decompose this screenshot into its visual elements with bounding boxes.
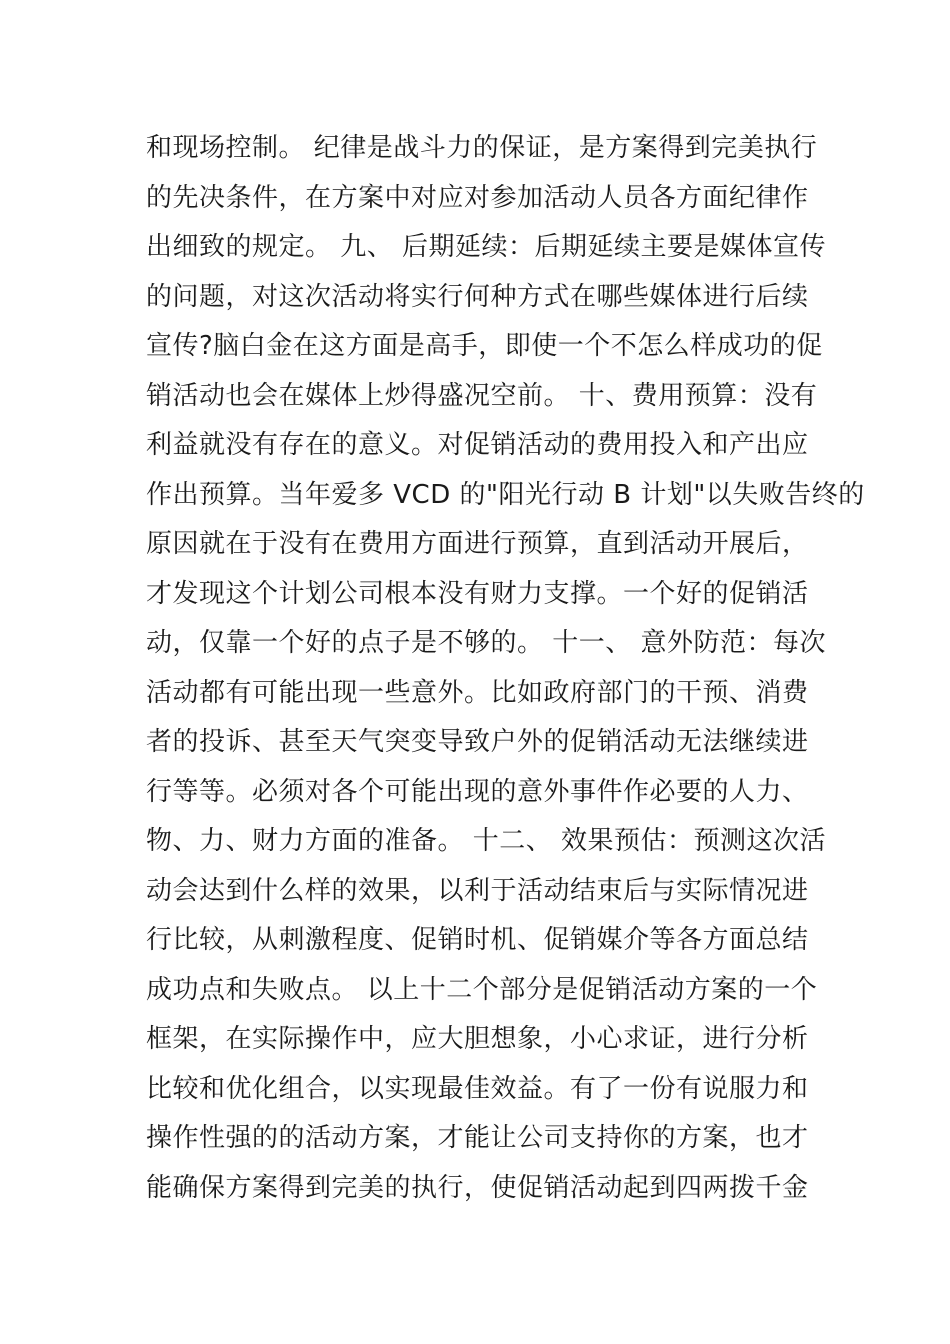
- text-line: 出细致的规定。 九、 后期延续：后期延续主要是媒体宣传: [146, 232, 827, 262]
- text-line: 作出预算。当年爱多 VCD 的"阳光行动 B 计划"以失败告终的: [146, 479, 865, 510]
- text-line: 比较和优化组合，以实现最佳效益。有了一份有说服力和: [146, 1073, 809, 1104]
- text-line: 者的投诉、甚至天气突变导致户外的促销活动无法继续进: [146, 727, 809, 757]
- text-line: 销活动也会在媒体上炒得盛况空前。 十、费用预算：没有: [146, 380, 818, 411]
- body-text: [146, 124, 865, 1213]
- text-line: 物、力、财力方面的准备。 十二、 效果预估：预测这次活: [146, 826, 827, 856]
- text-line: 行等等。必须对各个可能出现的意外事件作必要的人力、: [146, 776, 809, 807]
- text-line: 操作性强的的活动方案，才能让公司支持你的方案，也才: [146, 1123, 809, 1153]
- text-line: 框架，在实际操作中，应大胆想象，小心求证，进行分析: [146, 1024, 809, 1054]
- text-line: 的先决条件，在方案中对应对参加活动人员各方面纪律作: [146, 182, 809, 213]
- text-line: 原因就在于没有在费用方面进行预算，直到活动开展后，: [146, 529, 809, 559]
- text-line: 的问题，对这次活动将实行何种方式在哪些媒体进行后续: [146, 281, 809, 312]
- text-line: 宣传?脑白金在这方面是高手，即使一个不怎么样成功的促: [146, 331, 823, 361]
- text-line: 才发现这个计划公司根本没有财力支撑。一个好的促销活: [146, 578, 809, 609]
- text-line: 动，仅靠一个好的点子是不够的。 十一、 意外防范：每次: [146, 628, 827, 658]
- text-line: 行比较，从刺激程度、促销时机、促销媒介等各方面总结: [146, 925, 809, 955]
- text-line: 和现场控制。 纪律是战斗力的保证，是方案得到完美执行: [146, 133, 818, 163]
- text-line: 成功点和失败点。 以上十二个部分是促销活动方案的一个: [146, 974, 818, 1005]
- text-line: 利益就没有存在的意义。对促销活动的费用投入和产出应: [146, 430, 809, 460]
- text-line: 能确保方案得到完美的执行，使促销活动起到四两拨千金: [146, 1172, 809, 1203]
- text-line: 活动都有可能出现一些意外。比如政府部门的干预、消费: [146, 677, 809, 708]
- text-line: 动会达到什么样的效果，以利于活动结束后与实际情况进: [146, 875, 809, 906]
